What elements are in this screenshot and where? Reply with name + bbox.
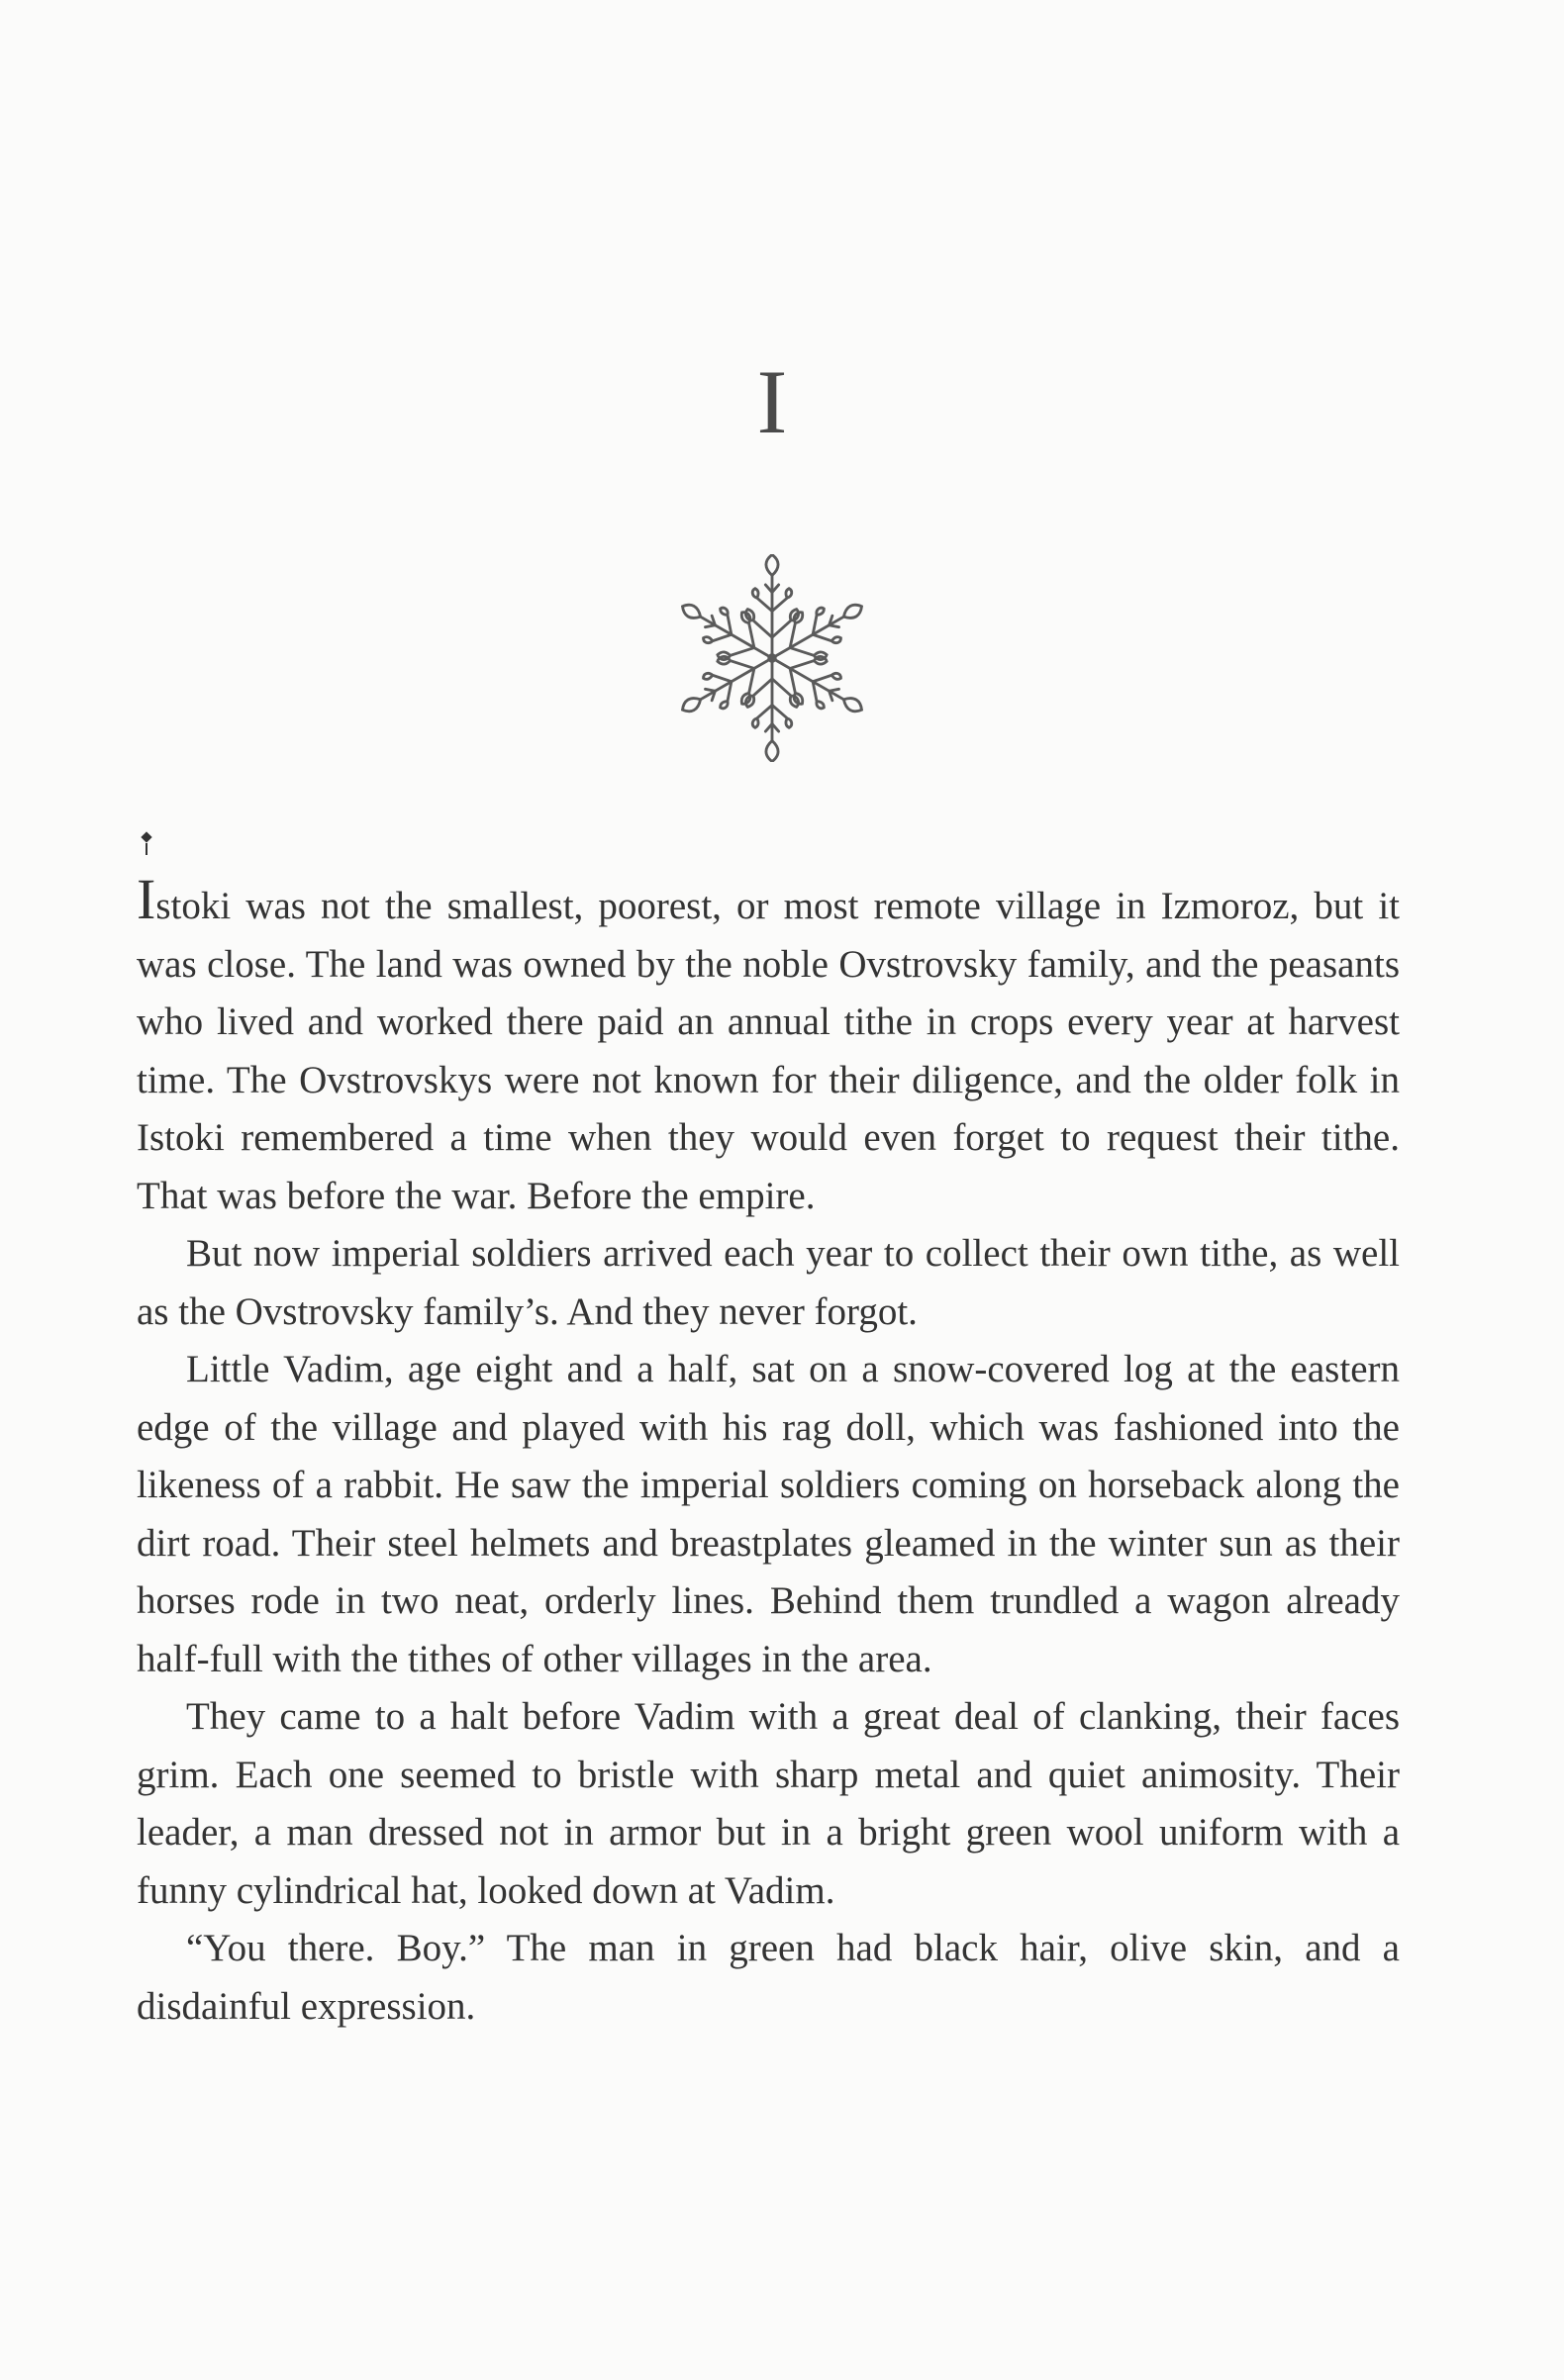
paragraph-5: “You there. Boy.” The man in green had black hair, olive skin, and a disdainful expression. <box>137 1927 1400 2028</box>
paragraph-3: Little Vadim, age eight and a half, sat on a snow-covered log at the eastern edge of the village and played with his rag doll, which was fashioned into the likeness of a rabbit. He saw the imperial soldiers coming on horseback along the dirt road. Their steel helmets and breastplates gleamed in the winter sun as their horses rode in two neat, orderly lines. Behind them trundled a wagon already half-full with the tithes of other villages in the area. <box>137 1348 1400 1680</box>
paragraph-4: They came to a halt before Vadim with a great deal of clanking, their faces grim. Each one seemed to bristle with sharp metal and quiet animosity. Their leader, a man dressed not in armor but in a bright green wool uniform with a funny cylindrical hat, looked down at Vadim. <box>137 1695 1400 1912</box>
drop-cap: I <box>137 871 155 936</box>
paragraph-1 <box>137 867 1400 1225</box>
paragraph-2: But now imperial soldiers arrived each year to collect their own tithe, as well as the Ovstrovsky family’s. And they never forgot. <box>137 1232 1400 1333</box>
chapter-body <box>137 867 1400 2036</box>
chapter-number: I <box>756 351 788 452</box>
drop-cap-ornament <box>141 831 151 842</box>
paragraph-text: stoki was not the smallest, poorest, or most remote village in Izmoroz, but it was close. The land was owned by the noble Ovstrovsky family, and the peasants who lived and worked there paid an annual tithe in crops every year at harvest time. The Ovstrovskys were not known for their diligence, and the older folk in Istoki remembered a time when they would even forget to request their tithe. That was before the war. Before the empire. <box>137 885 1400 1217</box>
snowflake-icon <box>678 554 866 762</box>
